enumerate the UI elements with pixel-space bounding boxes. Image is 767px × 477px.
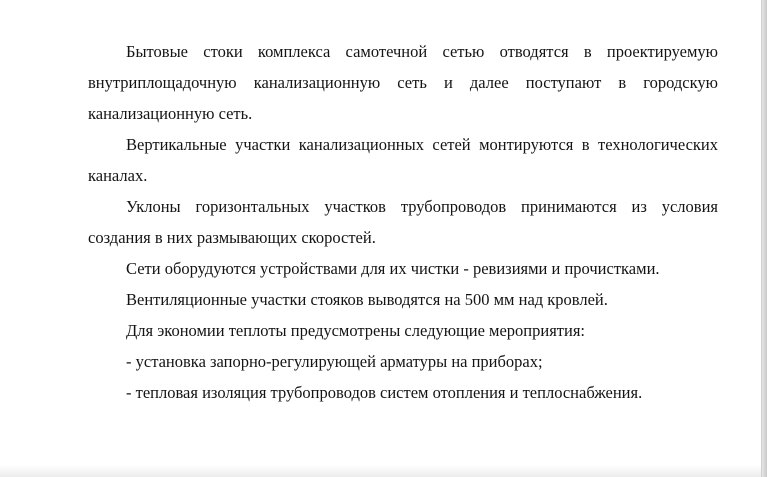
page-right-edge [761, 0, 767, 477]
list-item-valves: - установка запорно-регулирующей арматуры на приборах; [126, 352, 543, 371]
page-bottom-edge [0, 465, 761, 477]
paragraph-pipe-slopes: Уклоны горизонтальных участков трубопроводов принимаются из условия создания в них размывающих скоростей. [88, 197, 718, 247]
paragraph-heat-saving-measures: Для экономии теплоты предусмотрены следующие мероприятия: [126, 321, 586, 340]
document-text [88, 36, 718, 408]
paragraph-vertical-sections: Вертикальные участки канализационных сетей монтируются в технологических каналах. [88, 135, 718, 185]
paragraph-cleaning-devices: Сети оборудуются устройствами для их чистки - ревизиями и прочистками. [126, 259, 660, 278]
list-item-pipe-insulation: - тепловая изоляция трубопроводов систем отопления и теплоснабжения. [126, 383, 643, 402]
paragraph-sewage-discharge: Бытовые стоки комплекса самотечной сетью отводятся в проектируемую внутриплощадочную канализационную сеть и далее поступают в городскую канализационную сеть. [88, 42, 718, 123]
paragraph-ventilation-risers: Вентиляционные участки стояков выводятся на 500 мм над кровлей. [126, 290, 608, 309]
